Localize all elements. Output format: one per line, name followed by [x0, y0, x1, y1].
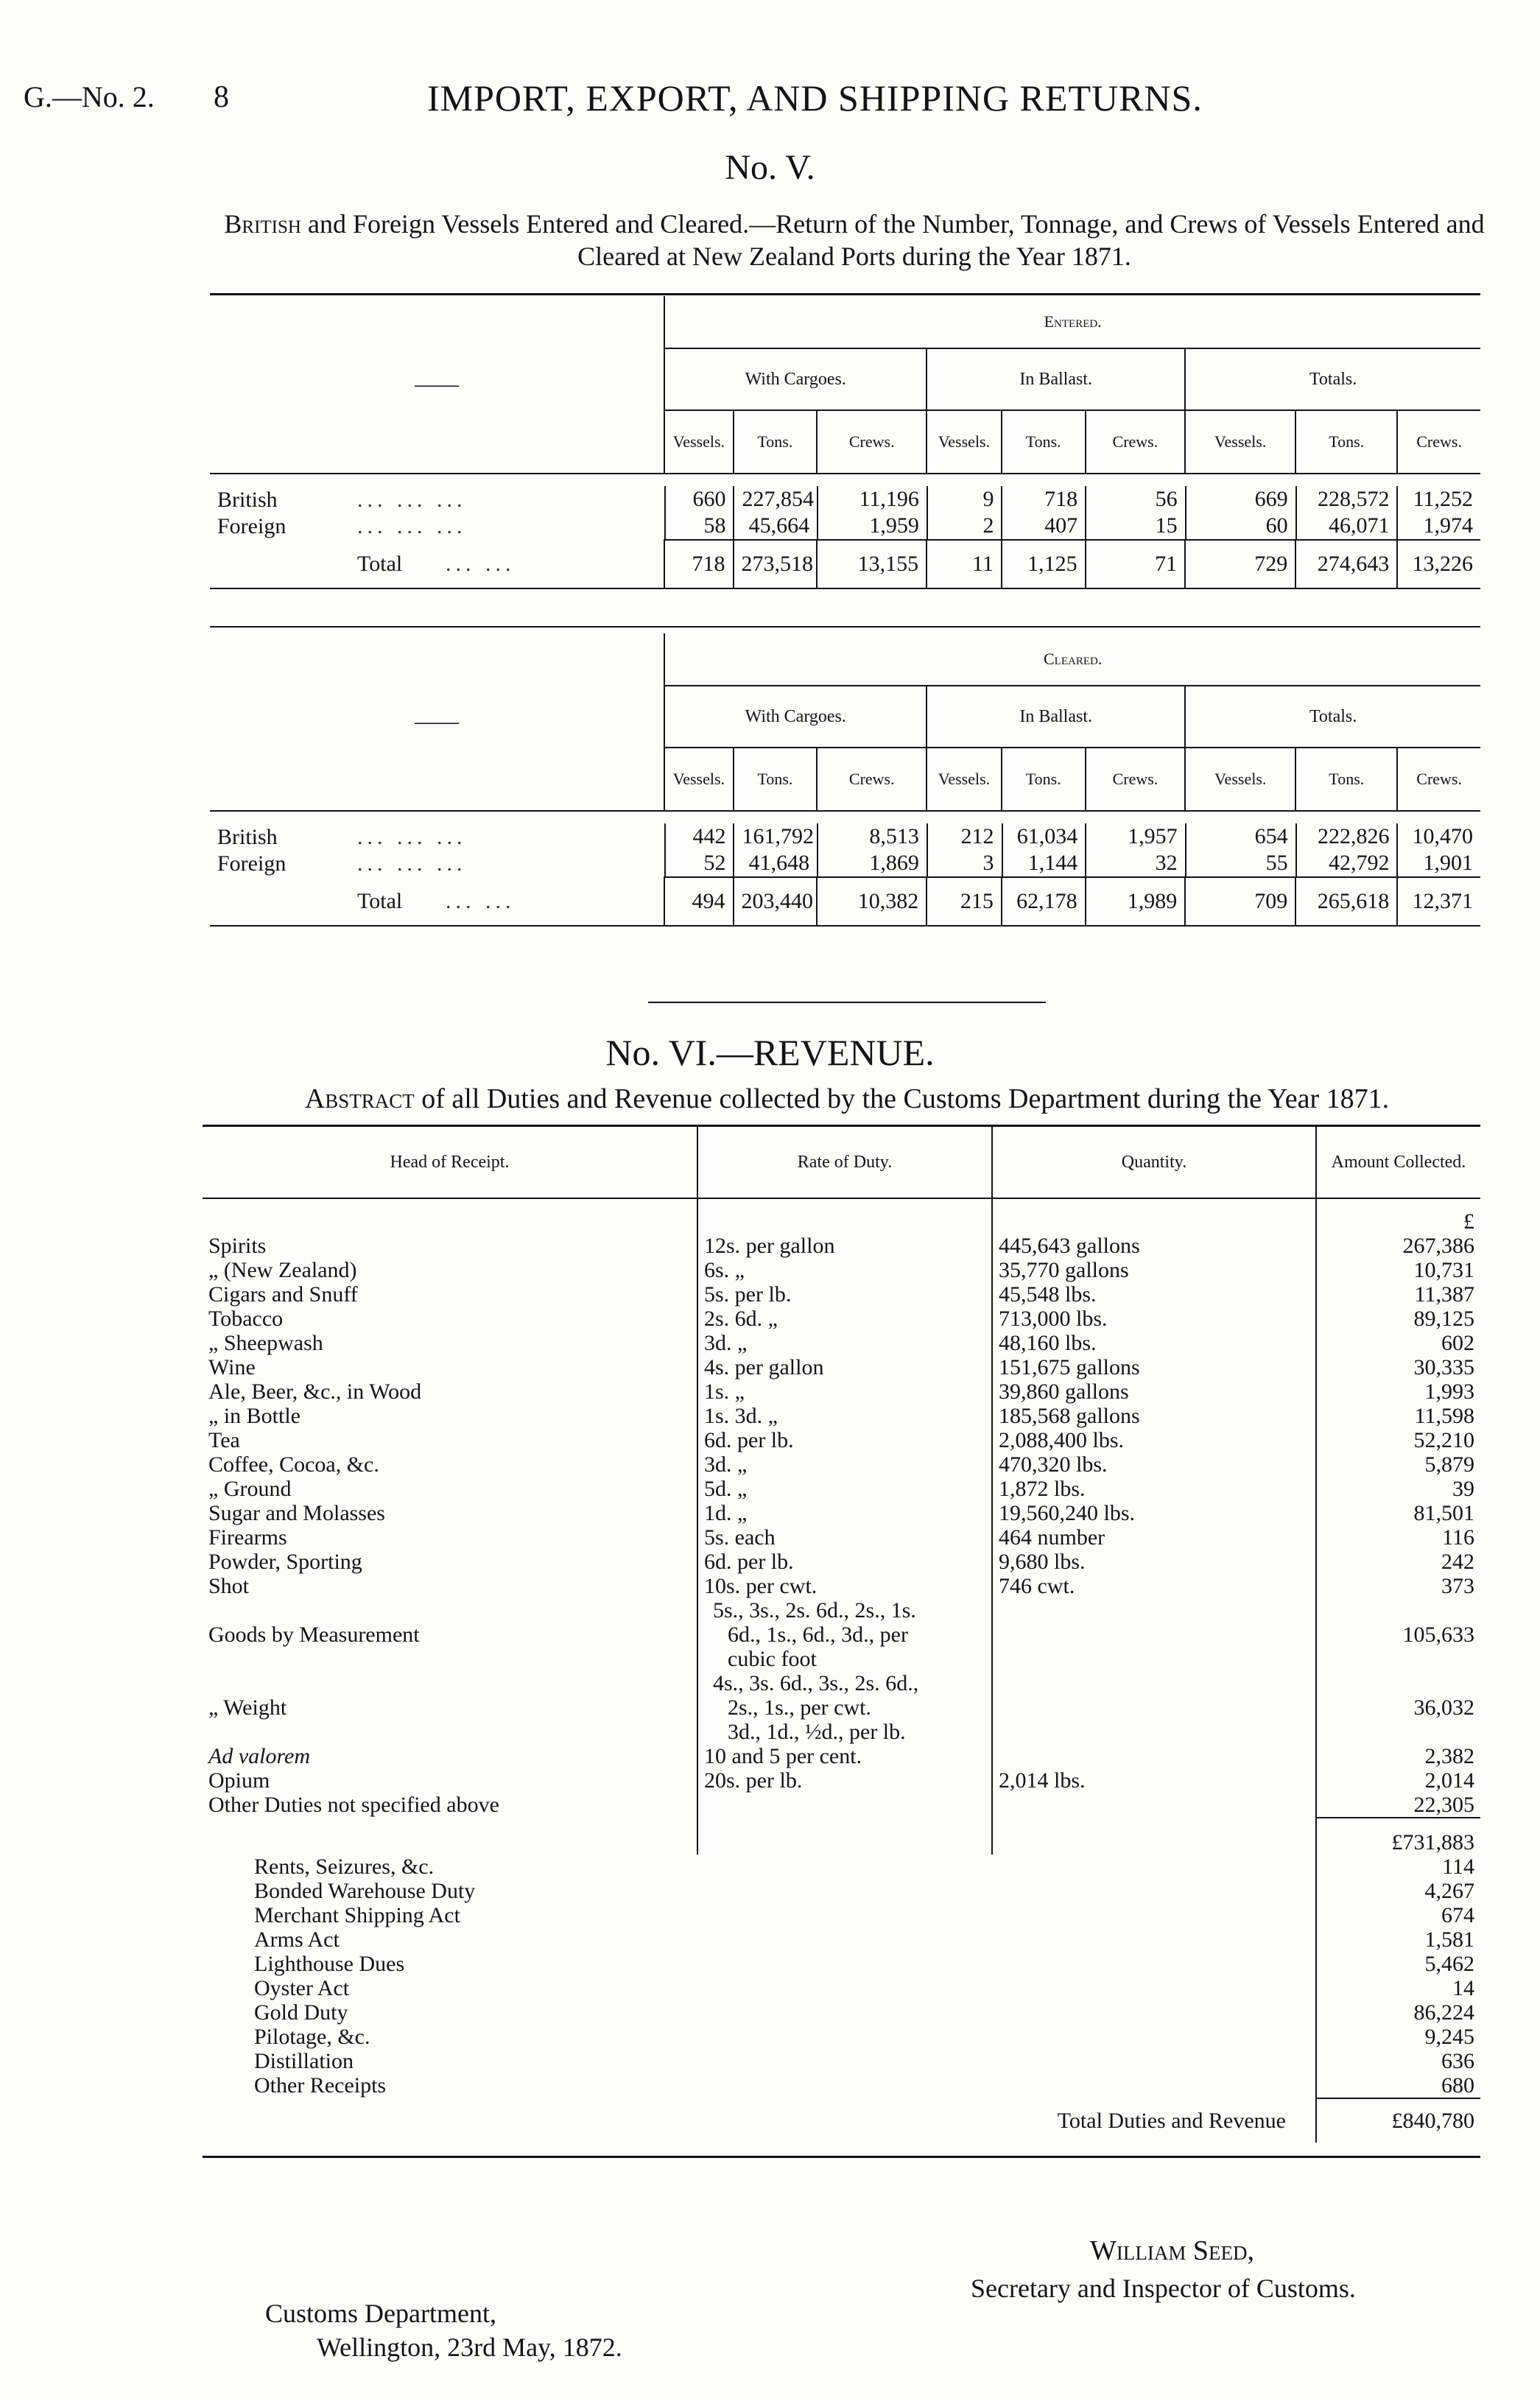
entered-values [664, 486, 1480, 539]
group-in-ballast: In Ballast. [927, 686, 1185, 748]
table-row [203, 1379, 1480, 1404]
section-6-subtitle [221, 1083, 1473, 1115]
total-cell: 203,440 [734, 877, 818, 926]
rate-of-duty: 4s. per gallon [697, 1355, 992, 1379]
end-rule [203, 2142, 1480, 2157]
rate-line: 6d., 1s., 6d., 3d., per [728, 1623, 908, 1647]
total-cell: 265,618 [1295, 877, 1397, 926]
revenue-header-row [203, 1127, 1480, 1198]
head-of-receipt: Opium [208, 1768, 270, 1793]
rate-of-duty: 6d. per lb. [697, 1428, 992, 1452]
total-label: Total Duties and Revenue [1057, 2108, 1286, 2133]
rate-line: 4s., 3s. 6d., 3s., 2s. 6d., [713, 1671, 919, 1695]
grand-total-row [203, 2098, 1480, 2142]
section-6-subtitle-lead: Abstract [304, 1083, 415, 1114]
section-5-subtitle-lead: British [224, 209, 301, 239]
amount: 86,224 [1316, 2000, 1480, 2025]
spacer [697, 1903, 992, 1927]
total-cell: 12,371 [1397, 877, 1480, 926]
group-with-cargoes: With Cargoes. [664, 348, 927, 410]
col-rate-of-duty: Rate of Duty. [697, 1127, 992, 1198]
table-row [203, 1258, 1480, 1282]
amount: 680 [1316, 2073, 1480, 2098]
spacer [697, 1927, 992, 1952]
total-cell: 274,643 [1295, 540, 1397, 588]
rate-of-duty: 6s. „ [697, 1258, 992, 1282]
amount: 636 [1316, 2049, 1480, 2073]
amount: 267,386 [1316, 1234, 1480, 1258]
head-of-receipt: „ (New Zealand) [208, 1258, 357, 1282]
quantity: 45,548 lbs. [992, 1282, 1316, 1307]
rate-of-duty [697, 1793, 992, 1818]
top-rule [210, 293, 1480, 295]
table-row [203, 1976, 1480, 2000]
end-rule-row [203, 2142, 1480, 2157]
col-crews: Crews. [1086, 748, 1186, 811]
total-cell: 13,226 [1397, 540, 1480, 588]
stub-dash: —— [415, 372, 460, 396]
rate-line: 3d., 1d., ½d., per lb. [728, 1720, 906, 1744]
group-in-ballast: In Ballast. [927, 348, 1185, 410]
group-with-cargoes: With Cargoes. [664, 686, 927, 748]
section-5-title: No. V. [725, 148, 815, 187]
head-of-receipt: Tea [208, 1428, 240, 1452]
cleared-values [664, 823, 1480, 876]
spacer [203, 2098, 697, 2142]
table-row [203, 1282, 1480, 1307]
amount: 1,993 [1316, 1379, 1480, 1404]
quantity: 185,568 gallons [992, 1404, 1316, 1428]
total-cell: 1,989 [1086, 877, 1186, 926]
rate-of-duty: 1d. „ [697, 1501, 992, 1525]
total-cell: 494 [664, 877, 733, 926]
table-row [203, 1927, 1480, 1952]
table-row [203, 1903, 1480, 1927]
table-row [203, 1477, 1480, 1501]
head-of-receipt: „ Weight [208, 1695, 287, 1720]
head-of-receipt: Arms Act [254, 1927, 340, 1952]
rate-of-duty: 6d. per lb. [697, 1550, 992, 1574]
amount: 4,267 [1316, 1879, 1480, 1903]
table-row: 58 45,664 1,959 2 407 15 60 46,071 1,974 [665, 513, 1480, 539]
spacer [697, 1879, 992, 1903]
department: Customs Department, [265, 2299, 496, 2328]
spacer [992, 1903, 1316, 1927]
head-of-receipt: Coffee, Cocoa, &c. [208, 1452, 379, 1477]
quantity: 151,675 gallons [992, 1355, 1316, 1379]
section-6-subtitle-text: of all Duties and Revenue collected by the Customs Department during the Year 1871. [421, 1083, 1390, 1114]
quantity [992, 1793, 1316, 1818]
stub-dash: —— [415, 709, 460, 734]
row-label: Foreign ... ... ... [217, 513, 467, 538]
table-row [203, 1550, 1480, 1574]
amount: 10,731 [1316, 1258, 1480, 1282]
spacer [697, 1818, 992, 1855]
amount: 14 [1316, 1976, 1480, 2000]
spacer [992, 2073, 1316, 2098]
spacer [992, 1879, 1316, 1903]
rate-of-duty: 3d. „ [697, 1452, 992, 1477]
quantity: 2,014 lbs. [992, 1768, 1316, 1793]
quantity [992, 1598, 1316, 1671]
rate-of-duty: 1s. 3d. „ [697, 1404, 992, 1428]
head-of-receipt: Firearms [208, 1525, 287, 1550]
section-6-title: No. VI.—REVENUE. [605, 1032, 935, 1073]
rate-line: cubic foot [728, 1647, 817, 1671]
signatory-title: Secretary and Inspector of Customs. [971, 2274, 1356, 2303]
quantity [992, 1744, 1316, 1768]
table-row [203, 1355, 1480, 1379]
col-vessels: Vessels. [664, 748, 733, 811]
total-cell: 10,382 [817, 877, 927, 926]
page-title: IMPORT, EXPORT, AND SHIPPING RETURNS. [427, 77, 1203, 119]
table-row [203, 1855, 1480, 1879]
amount: 39 [1316, 1477, 1480, 1501]
head-of-receipt: Cigars and Snuff [208, 1282, 358, 1307]
col-crews: Crews. [1397, 410, 1480, 474]
amount: 11,387 [1316, 1282, 1480, 1307]
table-row [203, 1452, 1480, 1477]
spacer [697, 2000, 992, 2025]
col-vessels: Vessels. [927, 410, 1002, 474]
total-cell: 273,518 [734, 540, 818, 588]
rate-line: 5s., 3s., 2s. 6d., 2s., 1s. [713, 1598, 916, 1623]
section-5-subtitle-text: and Foreign Vessels Entered and Cleared.—Return of the Number, Tonnage, and Crews of Vessels Entered and Cleared at New Zealand Ports during the Year 1871. [307, 209, 1485, 271]
col-quantity: Quantity. [992, 1127, 1316, 1198]
stub-header [210, 633, 664, 811]
total-cell: 11 [927, 540, 1002, 588]
rate-of-duty: 5s. per lb. [697, 1282, 992, 1307]
quantity [992, 1671, 1316, 1744]
table-row [203, 1307, 1480, 1331]
entered-heading: Entered. [664, 296, 1480, 348]
head-of-receipt: Other Duties not specified above [208, 1793, 499, 1817]
col-tons: Tons. [734, 410, 818, 474]
amount: 242 [1316, 1550, 1480, 1574]
amount: 373 [1316, 1574, 1480, 1598]
spacer [697, 1952, 992, 1976]
col-vessels: Vessels. [1185, 410, 1295, 474]
amount: 116 [1316, 1525, 1480, 1550]
head-of-receipt: Oyster Act [254, 1976, 350, 2000]
amount: 36,032 [1316, 1671, 1480, 1744]
head-of-receipt: Powder, Sporting [208, 1550, 362, 1574]
head-of-receipt: „ Ground [208, 1477, 292, 1501]
head-of-receipt: Gold Duty [254, 2000, 348, 2025]
table-row [203, 1671, 1480, 1744]
spacer [992, 1818, 1316, 1855]
amount: 114 [1316, 1855, 1480, 1879]
rate-of-duty: 3d. „ [697, 1331, 992, 1355]
signatory-name: William Seed, [1090, 2235, 1254, 2266]
table-row [203, 1744, 1480, 1768]
rate-of-duty: 10 and 5 per cent. [697, 1744, 992, 1768]
quantity: 2,088,400 lbs. [992, 1428, 1316, 1452]
amount: 5,879 [1316, 1452, 1480, 1477]
quantity: 39,860 gallons [992, 1379, 1316, 1404]
table-row [203, 1501, 1480, 1525]
total-cell: 13,155 [817, 540, 927, 588]
col-crews: Crews. [1086, 410, 1186, 474]
col-vessels: Vessels. [664, 410, 733, 474]
spacer [992, 1976, 1316, 2000]
group-totals: Totals. [1185, 686, 1480, 748]
rate-of-duty: 12s. per gallon [697, 1234, 992, 1258]
rate-of-duty: 20s. per lb. [697, 1768, 992, 1793]
head-of-receipt: „ Sheepwash [208, 1331, 323, 1355]
quantity: 9,680 lbs. [992, 1550, 1316, 1574]
table-row-labels [210, 811, 664, 877]
table-row [203, 1793, 1480, 1818]
quantity: 713,000 lbs. [992, 1307, 1316, 1331]
rate-of-duty: 2s. 6d. „ [697, 1307, 992, 1331]
row-label: British ... ... ... [217, 487, 467, 512]
quantity: 19,560,240 lbs. [992, 1501, 1316, 1525]
cleared-heading: Cleared. [664, 633, 1480, 686]
col-amount-collected: Amount Collected. [1316, 1127, 1480, 1198]
section-5-subtitle [214, 208, 1495, 273]
subtotal-row [203, 1818, 1480, 1855]
table-row [203, 1404, 1480, 1428]
table-row [203, 1879, 1480, 1903]
table-row [203, 1598, 1480, 1671]
row-label: Foreign ... ... ... [217, 851, 467, 876]
head-of-receipt: Rents, Seizures, &c. [254, 1855, 435, 1879]
spacer [992, 1927, 1316, 1952]
table-row [203, 1331, 1480, 1355]
total-cell: 1,125 [1002, 540, 1086, 588]
amount: 674 [1316, 1903, 1480, 1927]
spacer [697, 1976, 992, 2000]
rate-of-duty: 5d. „ [697, 1477, 992, 1501]
section-divider [648, 1002, 1046, 1003]
quantity: 464 number [992, 1525, 1316, 1550]
table-row [203, 2025, 1480, 2049]
col-tons: Tons. [1295, 410, 1397, 474]
table-row [203, 1525, 1480, 1550]
rate-of-duty [697, 1598, 992, 1671]
spacer [992, 2049, 1316, 2073]
spacer [697, 2025, 992, 2049]
table-row [203, 1574, 1480, 1598]
amount: 22,305 [1316, 1793, 1480, 1818]
spacer [992, 1952, 1316, 1976]
col-head-of-receipt: Head of Receipt. [203, 1127, 697, 1198]
amount: 81,501 [1316, 1501, 1480, 1525]
rate-line: 2s., 1s., per cwt. [728, 1695, 871, 1720]
double-rule [210, 626, 1480, 628]
subtotal: £731,883 [1316, 1818, 1480, 1855]
quantity: 48,160 lbs. [992, 1331, 1316, 1355]
table-row [203, 1768, 1480, 1793]
rate-of-duty: 1s. „ [697, 1379, 992, 1404]
total-cell: 709 [1185, 877, 1295, 926]
stub-header [210, 296, 664, 474]
group-totals: Totals. [1185, 348, 1480, 410]
col-tons: Tons. [1002, 748, 1086, 811]
amount: 30,335 [1316, 1355, 1480, 1379]
total-cell: 215 [927, 877, 1002, 926]
col-tons: Tons. [734, 748, 818, 811]
table-row-labels [210, 474, 664, 540]
col-vessels: Vessels. [1185, 748, 1295, 811]
amount: 602 [1316, 1331, 1480, 1355]
total-cell: 729 [1185, 540, 1295, 588]
amount: 2,014 [1316, 1768, 1480, 1793]
table-row [203, 2049, 1480, 2073]
total-cell: 718 [664, 540, 733, 588]
head-of-receipt: Wine [208, 1355, 256, 1379]
col-crews: Crews. [817, 410, 927, 474]
revenue-table [203, 1127, 1480, 2158]
head-of-receipt: Other Receipts [254, 2073, 387, 2098]
head-of-receipt: Tobacco [208, 1307, 284, 1331]
quantity: 445,643 gallons [992, 1234, 1316, 1258]
col-tons: Tons. [1002, 410, 1086, 474]
amount: 2,382 [1316, 1744, 1480, 1768]
col-crews: Crews. [1397, 748, 1480, 811]
table-row: 660 227,854 11,196 9 718 56 669 228,572 11,252 [665, 486, 1480, 513]
table-row [203, 1234, 1480, 1258]
total-cell: 62,178 [1002, 877, 1086, 926]
entered-table [210, 296, 1480, 589]
table-row: 52 41,648 1,869 3 1,144 32 55 42,792 1,901 [665, 850, 1480, 876]
pound-sign: £ [1316, 1198, 1480, 1234]
amount: 52,210 [1316, 1428, 1480, 1452]
page-number: 8 [214, 80, 229, 114]
data-block [664, 474, 1480, 540]
quantity: 1,872 lbs. [992, 1477, 1316, 1501]
spacer [697, 2049, 992, 2073]
place-date: Wellington, 23rd May, 1872. [317, 2333, 622, 2362]
data-block [664, 811, 1480, 877]
head-of-receipt: Bonded Warehouse Duty [254, 1879, 476, 1903]
col-crews: Crews. [817, 748, 927, 811]
head-of-receipt: Sugar and Molasses [208, 1501, 385, 1525]
rate-of-duty: 5s. each [697, 1525, 992, 1550]
head-of-receipt: Shot [208, 1574, 250, 1598]
head-of-receipt: Ale, Beer, &c., in Wood [208, 1379, 422, 1404]
quantity: 470,320 lbs. [992, 1452, 1316, 1477]
total-label: Total ... ... [357, 551, 516, 576]
table-row [203, 2073, 1480, 2098]
quantity: 746 cwt. [992, 1574, 1316, 1598]
table-row [203, 2000, 1480, 2025]
rate-of-duty: 10s. per cwt. [697, 1574, 992, 1598]
amount: 89,125 [1316, 1307, 1480, 1331]
head-of-receipt: Merchant Shipping Act [254, 1903, 460, 1927]
amount: 1,581 [1316, 1927, 1480, 1952]
rate-of-duty [697, 1671, 992, 1744]
spacer [992, 2000, 1316, 2025]
total-label: Total ... ... [357, 888, 516, 913]
head-of-receipt: Goods by Measurement [208, 1623, 420, 1647]
head-of-receipt: Lighthouse Dues [254, 1952, 405, 1976]
total-cell: 71 [1086, 540, 1186, 588]
amount: 11,598 [1316, 1404, 1480, 1428]
table-row [203, 1952, 1480, 1976]
quantity: 35,770 gallons [992, 1258, 1316, 1282]
amount: 105,633 [1316, 1598, 1480, 1671]
table-row [203, 1428, 1480, 1452]
spacer [203, 1818, 697, 1855]
head-of-receipt: Pilotage, &c. [254, 2025, 370, 2049]
table-row: 442 161,792 8,513 212 61,034 1,957 654 222,826 10,470 [665, 823, 1480, 850]
head-of-receipt: Spirits [208, 1234, 267, 1258]
row-label: British ... ... ... [217, 824, 467, 849]
spacer [992, 2025, 1316, 2049]
head-of-receipt: Distillation [254, 2049, 354, 2073]
amount: 5,462 [1316, 1952, 1480, 1976]
cleared-table [210, 633, 1480, 927]
col-tons: Tons. [1295, 748, 1397, 811]
head-of-receipt: Ad valorem [208, 1744, 311, 1768]
grand-total: £840,780 [1316, 2098, 1480, 2142]
spacer [992, 1855, 1316, 1879]
spacer [697, 1855, 992, 1879]
document-reference: G.—No. 2. [24, 80, 155, 113]
amount: 9,245 [1316, 2025, 1480, 2049]
head-of-receipt: „ in Bottle [208, 1404, 300, 1428]
spacer [697, 2073, 992, 2098]
col-vessels: Vessels. [927, 748, 1002, 811]
